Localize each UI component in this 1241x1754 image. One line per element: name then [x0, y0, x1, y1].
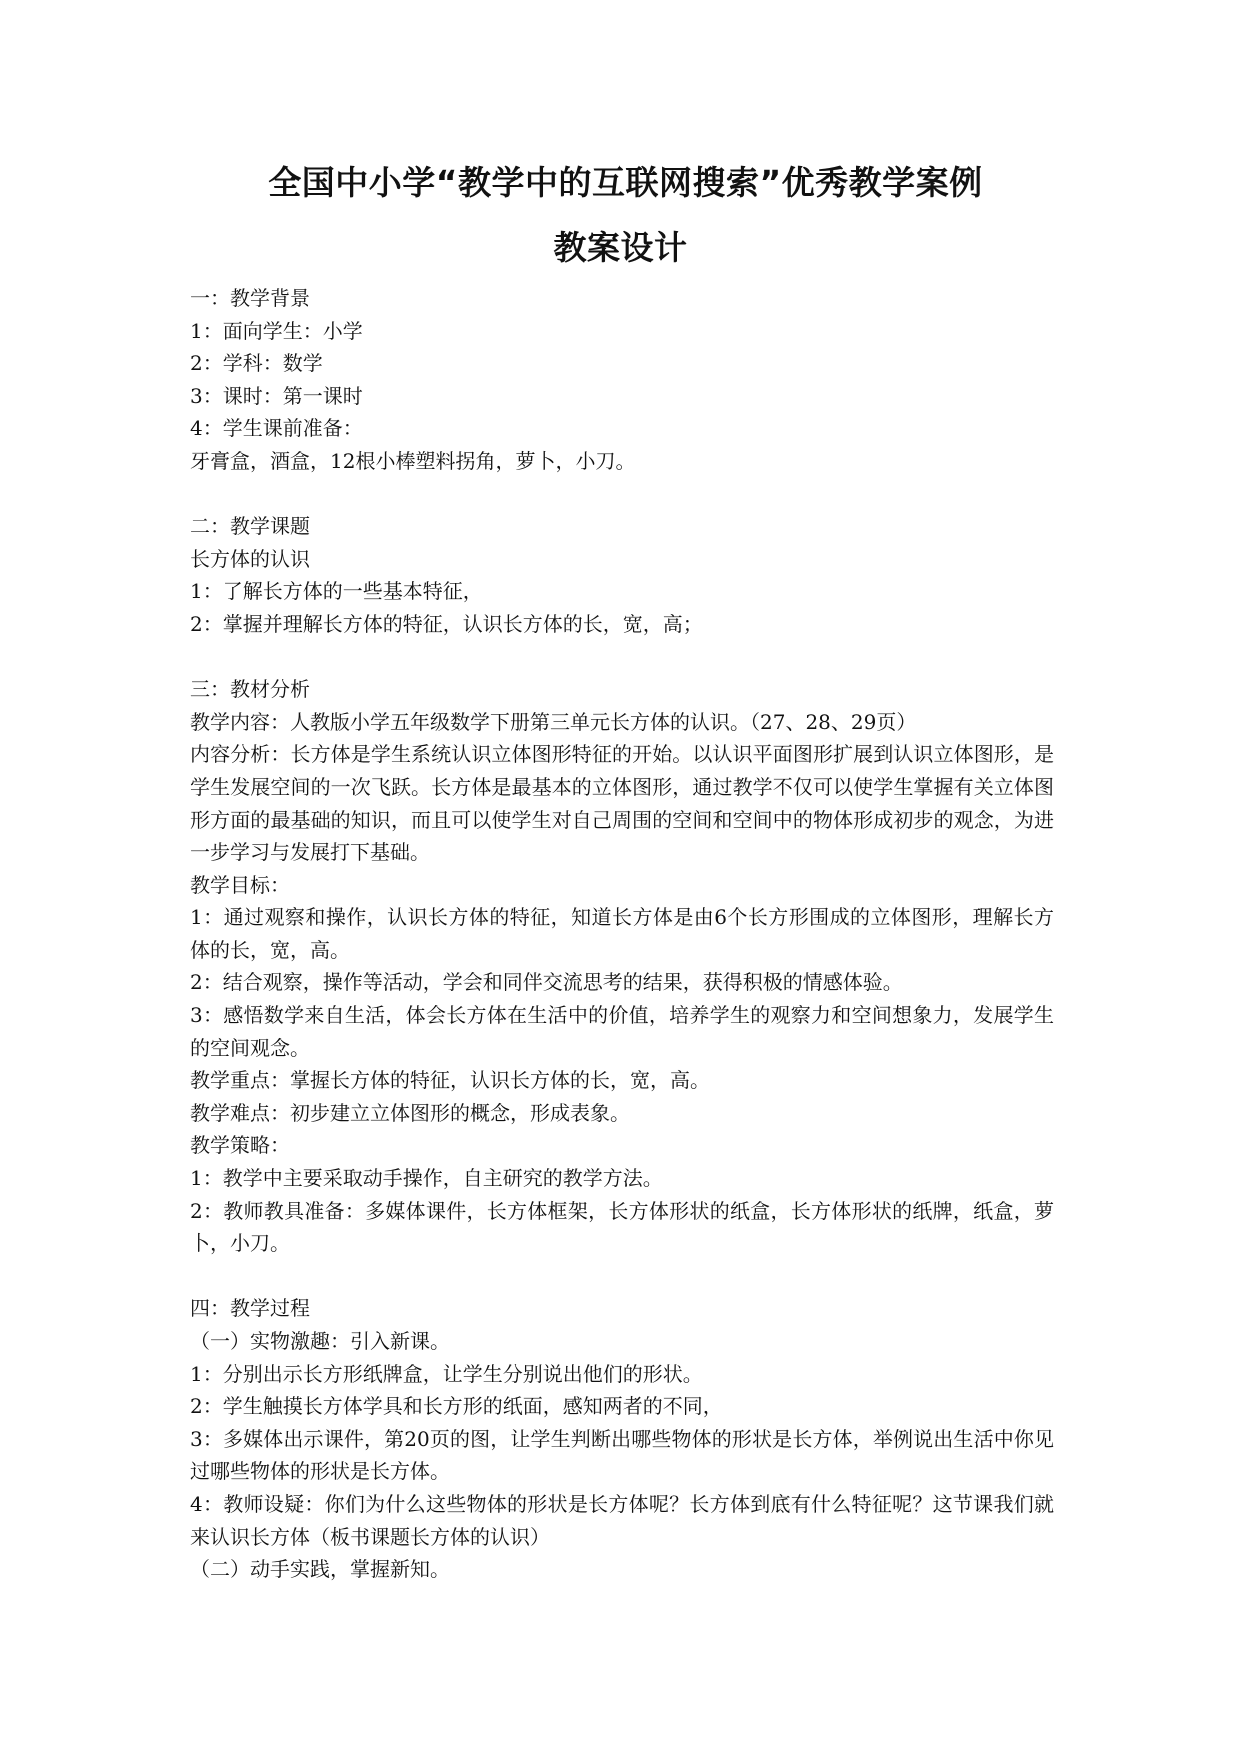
topic-name: 长方体的认识	[190, 546, 310, 571]
strategy-1: 1：教学中主要采取动手操作，自主研究的教学方法。	[190, 1166, 663, 1191]
background-period: 3：课时：第一课时	[190, 383, 363, 408]
document-body	[190, 282, 1054, 1586]
section-heading-process: 四：教学过程	[190, 1296, 310, 1321]
section-heading-topic: 二：教学课题	[190, 514, 310, 539]
document-title: 全国中小学“教学中的互联网搜索”优秀教学案例	[268, 163, 983, 202]
background-prep-label: 4：学生课前准备：	[190, 416, 363, 441]
process-step-2-title: （二）动手实践，掌握新知。	[190, 1557, 450, 1582]
section-gap	[190, 478, 1054, 511]
difficulty: 教学难点：初步建立立体图形的概念，形成表象。	[190, 1100, 630, 1125]
topic-goal-1: 1：了解长方体的一些基本特征，	[190, 579, 483, 604]
process-step-1-item-4: 4：教师设疑：你们为什么这些物体的形状是长方体呢？长方体到底有什么特征呢？这节课我们就来认识长方体（板书课题长方体的认识）	[190, 1491, 1054, 1549]
section-heading-analysis: 三：教材分析	[190, 677, 310, 702]
objective-1: 1：通过观察和操作，认识长方体的特征，知道长方体是由6个长方形围成的立体图形，理解长方体的长，宽，高。	[190, 905, 1054, 962]
section-gap	[190, 641, 1054, 674]
section-heading-background: 一：教学背景	[190, 286, 310, 310]
objectives-label: 教学目标：	[190, 872, 290, 897]
strategy-2: 2：教师教具准备：多媒体课件，长方体框架，长方体形状的纸盒，长方体形状的纸牌，纸盒，萝卜，小刀。	[190, 1198, 1054, 1256]
topic-goal-2: 2：掌握并理解长方体的特征，认识长方体的长，宽，高；	[190, 611, 703, 636]
background-prep-items: 牙膏盒，酒盒，12根小棒塑料拐角，萝卜，小刀。	[190, 448, 636, 473]
analysis-content-paragraph: 内容分析：长方体是学生系统认识立体图形特征的开始。以认识平面图形扩展到认识立体图形，是学生发展空间的一次飞跃。长方体是最基本的立体图形，通过教学不仅可以使学生掌握有关立体图形方面的最基础的知识，而且可以使学生对自己周围的空间和空间中的物体形成初步的观念，为进一步学习与发展打下基础。	[190, 742, 1054, 865]
background-students: 1：面向学生：小学	[190, 318, 363, 343]
process-step-1-item-1: 1：分别出示长方形纸牌盒，让学生分别说出他们的形状。	[190, 1361, 703, 1386]
document-subtitle: 教案设计	[553, 228, 688, 267]
process-step-1-item-3: 3：多媒体出示课件，第20页的图，让学生判断出哪些物体的形状是长方体，举例说出生活中你见过哪些物体的形状是长方体。	[190, 1426, 1054, 1484]
process-step-1-item-2: 2：学生触摸长方体学具和长方形的纸面，感知两者的不同，	[190, 1394, 723, 1419]
background-subject: 2：学科：数学	[190, 351, 323, 376]
section-gap	[190, 1260, 1054, 1293]
key-point: 教学重点：掌握长方体的特征，认识长方体的长，宽，高。	[190, 1068, 710, 1093]
analysis-content: 教学内容：人教版小学五年级数学下册第三单元长方体的认识。（27、28、29页）	[190, 709, 917, 734]
strategy-label: 教学策略：	[190, 1133, 290, 1158]
process-step-1-title: （一）实物激趣：引入新课。	[190, 1329, 450, 1353]
objective-3: 3：感悟数学来自生活，体会长方体在生活中的价值，培养学生的观察力和空间想象力，发展学生的空间观念。	[190, 1003, 1054, 1060]
objective-2: 2：结合观察，操作等活动，学会和同伴交流思考的结果，获得积极的情感体验。	[190, 970, 903, 995]
